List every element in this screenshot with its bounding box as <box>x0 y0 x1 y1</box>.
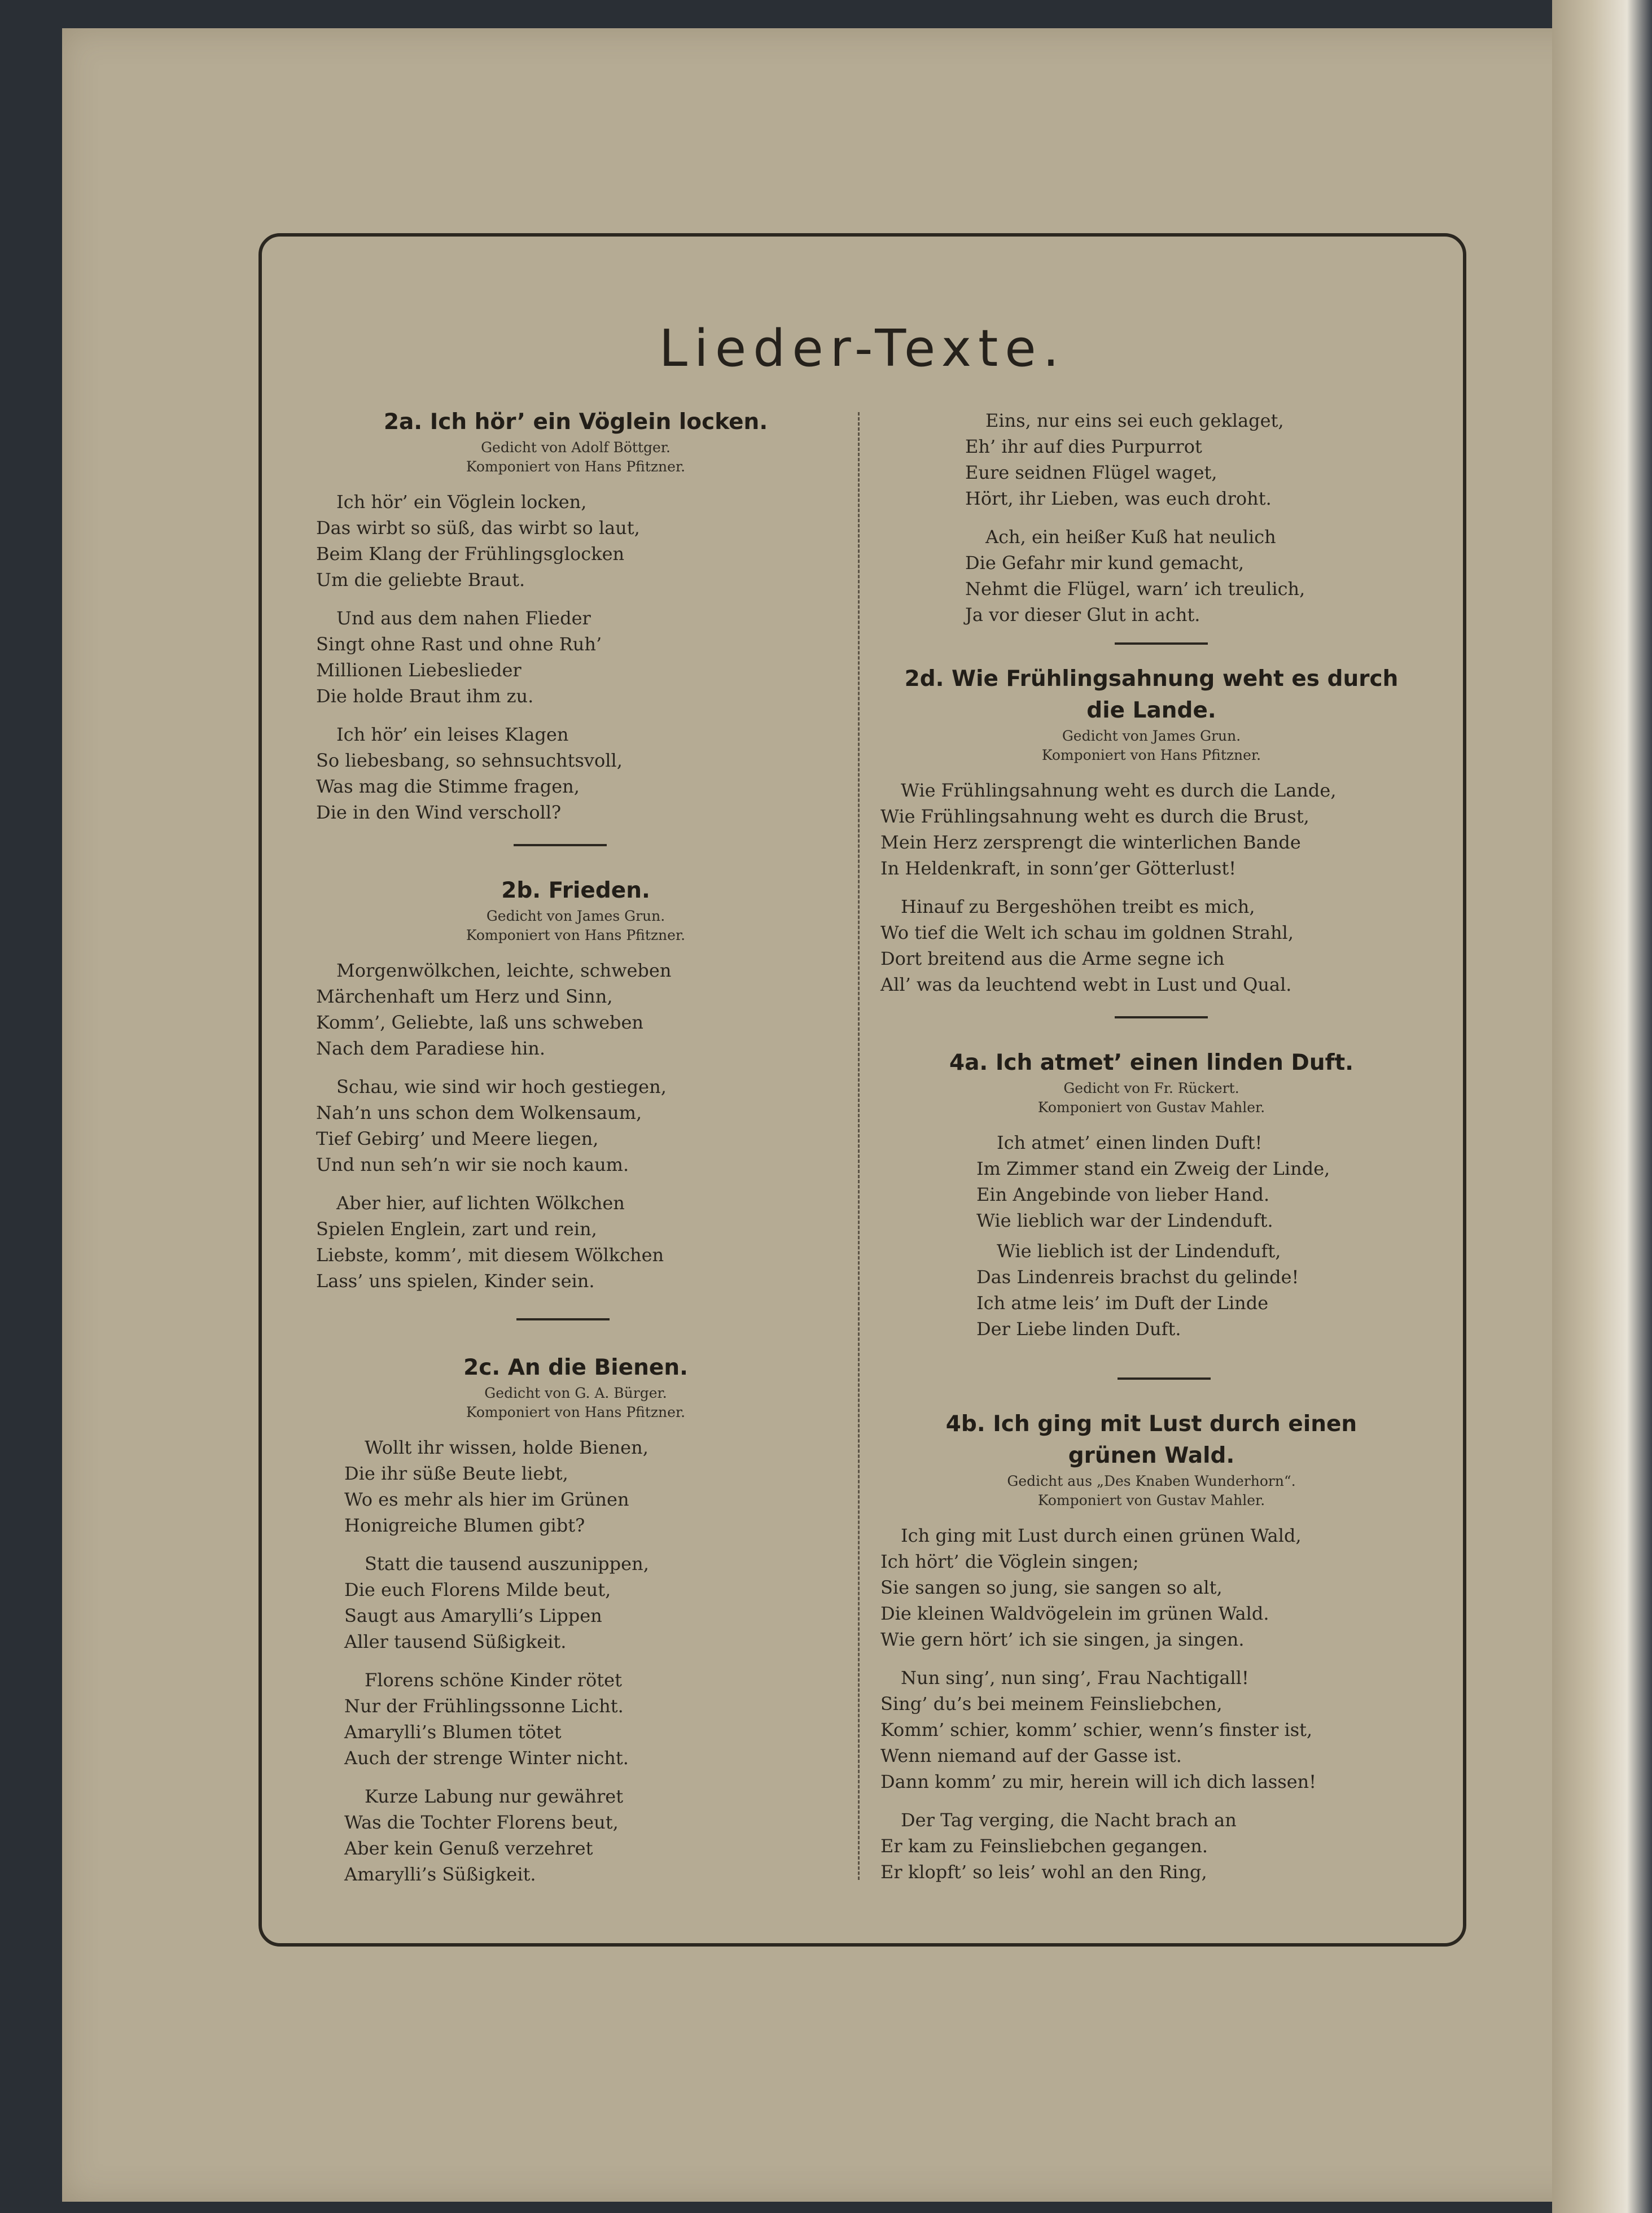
stanza <box>965 408 1422 511</box>
verse-line: Die euch Florens Milde beut, <box>344 1579 611 1600</box>
verse-line: Ich ging mit Lust durch einen grünen Wald, <box>901 1525 1302 1546</box>
song-title: 4b. Ich ging mit Lust durch einen <box>945 1411 1357 1437</box>
stanza <box>880 1807 1422 1885</box>
verse-line: Aller tausend Süßigkeit. <box>344 1631 567 1652</box>
song-2a <box>316 406 835 825</box>
verse-line: Komm’, Geliebte, laß uns schweben <box>316 1012 644 1033</box>
song-title: 2d. Wie Frühlingsahnung weht es durch <box>904 666 1399 692</box>
verse-line: Mein Herz zersprengt die winterlichen Bande <box>880 832 1301 853</box>
verse-line: Honigreiche Blumen gibt? <box>344 1515 585 1536</box>
section-rule <box>516 1318 610 1320</box>
verse-line: Singt ohne Rast und ohne Ruh’ <box>316 633 602 655</box>
verse-line: Und aus dem nahen Flieder <box>336 607 591 629</box>
verse-line: Statt die tausend auszunippen, <box>365 1553 649 1575</box>
song-credit: Komponiert von Hans Pfitzner. <box>466 1404 686 1420</box>
verse-line: Dann komm’ zu mir, herein will ich dich lassen! <box>880 1771 1317 1792</box>
stanza <box>344 1551 835 1655</box>
verse-line: In Heldenkraft, in sonn’ger Götterlust! <box>880 858 1237 879</box>
verse-line: Er kam zu Feinsliebchen gegangen. <box>880 1835 1208 1857</box>
verse-line: Um die geliebte Braut. <box>316 569 525 591</box>
verse-line: Wie Frühlingsahnung weht es durch die Lande, <box>901 780 1337 801</box>
song-credit: Gedicht von James Grun. <box>1062 728 1241 744</box>
verse-line: Eh’ ihr auf dies Purpurrot <box>965 436 1202 457</box>
verse-line: Spielen Englein, zart und rein, <box>316 1218 597 1240</box>
verse-line: Ja vor dieser Glut in acht. <box>965 604 1200 626</box>
stanza <box>316 489 835 593</box>
section-rule <box>1118 1377 1211 1380</box>
song-title: 2b. Frieden. <box>501 878 650 903</box>
verse-line: Dort breitend aus die Arme segne ich <box>880 948 1225 969</box>
song-credit: Komponiert von Hans Pfitzner. <box>1041 747 1261 763</box>
verse-line: Ich hör’ ein leises Klagen <box>336 724 569 745</box>
song-credit: Gedicht von G. A. Bürger. <box>484 1385 667 1401</box>
verse-line: Eure seidnen Flügel waget, <box>965 462 1217 483</box>
song-title: grünen Wald. <box>1068 1443 1235 1468</box>
stanza <box>316 957 835 1061</box>
verse-line: Wie gern hört’ ich sie singen, ja singen. <box>880 1629 1245 1650</box>
verse-line: Sie sangen so jung, sie sangen so alt, <box>880 1577 1222 1598</box>
verse-line: Der Liebe linden Duft. <box>976 1318 1181 1340</box>
stanza <box>965 524 1422 628</box>
stanza <box>880 1523 1422 1652</box>
verse-line: Amarylli’s Blumen tötet <box>344 1721 562 1743</box>
verse-line: Auch der strenge Winter nicht. <box>344 1747 629 1769</box>
verse-line: Wollt ihr wissen, holde Bienen, <box>365 1437 648 1458</box>
verse-line: Wenn niemand auf der Gasse ist. <box>880 1745 1182 1766</box>
verse-line: Der Tag verging, die Nacht brach an <box>901 1809 1237 1831</box>
verse-line: Nur der Frühlingssonne Licht. <box>344 1695 624 1717</box>
stanza <box>976 1238 1422 1342</box>
verse-line: Amarylli’s Süßigkeit. <box>344 1864 536 1885</box>
song-title: 2c. An die Bienen. <box>463 1355 688 1380</box>
stanza <box>880 894 1422 998</box>
verse-line: Wo es mehr als hier im Grünen <box>344 1489 629 1510</box>
verse-line: Er klopft’ so leis’ wohl an den Ring, <box>880 1861 1207 1883</box>
verse-line: Wie Frühlingsahnung weht es durch die Brust, <box>880 806 1309 827</box>
verse-line: Ich atmet’ einen linden Duft! <box>997 1132 1263 1153</box>
verse-line: Die kleinen Waldvögelein im grünen Wald. <box>880 1603 1269 1624</box>
song-credit: Komponiert von Hans Pfitzner. <box>466 458 686 475</box>
verse-line: Was die Tochter Florens beut, <box>344 1812 619 1833</box>
verse-line: Das wirbt so süß, das wirbt so laut, <box>316 517 640 539</box>
verse-line: Und nun seh’n wir sie noch kaum. <box>316 1154 629 1175</box>
verse-line: Lass’ uns spielen, Kinder sein. <box>316 1270 595 1292</box>
verse-line: Ich atme leis’ im Duft der Linde <box>976 1292 1269 1314</box>
song-credit: Gedicht von Adolf Böttger. <box>481 439 671 456</box>
verse-line: Saugt aus Amarylli’s Lippen <box>344 1605 602 1626</box>
page-title: Lieder-Texte. <box>659 319 1066 378</box>
verse-line: Hört, ihr Lieben, was euch droht. <box>965 488 1272 509</box>
verse-line: Komm’ schier, komm’ schier, wenn’s finster ist, <box>880 1719 1313 1740</box>
verse-line: All’ was da leuchtend webt in Lust und Qual. <box>880 974 1292 995</box>
verse-line: Die holde Braut ihm zu. <box>316 685 534 707</box>
section-rule <box>514 844 607 846</box>
song-2d <box>880 663 1422 998</box>
verse-line: Wo tief die Welt ich schau im goldnen Strahl, <box>880 922 1294 943</box>
stanza <box>344 1434 835 1538</box>
verse-line: Tief Gebirg’ und Meere liegen, <box>316 1128 599 1149</box>
stanza <box>880 1665 1422 1795</box>
song-credit: Gedicht von Fr. Rückert. <box>1063 1080 1239 1096</box>
verse-line: Aber hier, auf lichten Wölkchen <box>336 1192 625 1214</box>
page-edge <box>1552 0 1652 2213</box>
song-4b <box>880 1409 1422 1885</box>
verse-line: Wie lieblich ist der Lindenduft, <box>997 1240 1281 1262</box>
verse-line: Ach, ein heißer Kuß hat neulich <box>985 526 1276 548</box>
stanza-group <box>880 1130 1422 1342</box>
verse-line: Wie lieblich war der Lindenduft. <box>976 1210 1273 1231</box>
verse-line: Liebste, komm’, mit diesem Wölkchen <box>316 1244 664 1266</box>
column-divider <box>858 412 860 1880</box>
stanza-group <box>316 1434 835 1887</box>
section-rule <box>1115 642 1208 645</box>
verse-line: Eins, nur eins sei euch geklaget, <box>985 410 1284 431</box>
song-title: 4a. Ich atmet’ einen linden Duft. <box>949 1050 1354 1075</box>
verse-line: Hinauf zu Bergeshöhen treibt es mich, <box>901 896 1255 917</box>
verse-line: Nun sing’, nun sing’, Frau Nachtigall! <box>901 1667 1249 1689</box>
stanza <box>316 1074 835 1178</box>
stanza <box>880 777 1422 881</box>
verse-line: Nach dem Paradiese hin. <box>316 1038 546 1059</box>
verse-line: Florens schöne Kinder rötet <box>365 1669 622 1691</box>
verse-line: Nah’n uns schon dem Wolkensaum, <box>316 1102 642 1123</box>
verse-line: Kurze Labung nur gewähret <box>365 1786 624 1807</box>
song-2c <box>316 1352 835 1887</box>
verse-line: Sing’ du’s bei meinem Feinsliebchen, <box>880 1693 1222 1715</box>
verse-line: Märchenhaft um Herz und Sinn, <box>316 986 613 1007</box>
verse-line: Die ihr süße Beute liebt, <box>344 1463 568 1484</box>
stanza <box>316 721 835 825</box>
stanza <box>976 1130 1422 1234</box>
verse-line: Die Gefahr mir kund gemacht, <box>965 552 1245 574</box>
stanza <box>316 605 835 709</box>
verse-line: So liebesbang, so sehnsuchtsvoll, <box>316 750 623 771</box>
verse-line: Morgenwölkchen, leichte, schweben <box>336 960 672 981</box>
song-4a <box>880 1047 1422 1342</box>
verse-line: Was mag die Stimme fragen, <box>316 776 580 797</box>
verse-line: Das Lindenreis brachst du gelinde! <box>976 1266 1299 1288</box>
verse-line: Schau, wie sind wir hoch gestiegen, <box>336 1076 667 1097</box>
verse-line: Ein Angebinde von lieber Hand. <box>976 1184 1270 1205</box>
stanza <box>316 1190 835 1294</box>
verse-line: Beim Klang der Frühlingsglocken <box>316 543 625 565</box>
song-title: die Lande. <box>1086 698 1216 723</box>
verse-line: Ich hör’ ein Vöglein locken, <box>336 491 587 513</box>
verse-line: Aber kein Genuß verzehret <box>344 1838 593 1859</box>
song-credit: Gedicht von James Grun. <box>486 908 665 924</box>
verse-line: Millionen Liebeslieder <box>316 659 522 681</box>
song-2b <box>316 875 835 1294</box>
song-title: 2a. Ich hör’ ein Vöglein locken. <box>383 409 768 435</box>
song-credit: Komponiert von Gustav Mahler. <box>1037 1099 1265 1116</box>
verse-line: Nehmt die Flügel, warn’ ich treulich, <box>965 578 1305 600</box>
stanza <box>344 1667 835 1771</box>
stanza <box>344 1783 835 1887</box>
song-credit: Gedicht aus „Des Knaben Wunderhorn“. <box>1007 1473 1296 1489</box>
verse-line: Die in den Wind verscholl? <box>316 802 562 823</box>
song-2c-continued <box>880 408 1422 628</box>
section-rule <box>1115 1016 1208 1018</box>
song-credit: Komponiert von Hans Pfitzner. <box>466 927 686 943</box>
verse-line: Ich hört’ die Vöglein singen; <box>880 1551 1139 1572</box>
song-credit: Komponiert von Gustav Mahler. <box>1037 1492 1265 1508</box>
verse-line: Im Zimmer stand ein Zweig der Linde, <box>976 1158 1330 1179</box>
